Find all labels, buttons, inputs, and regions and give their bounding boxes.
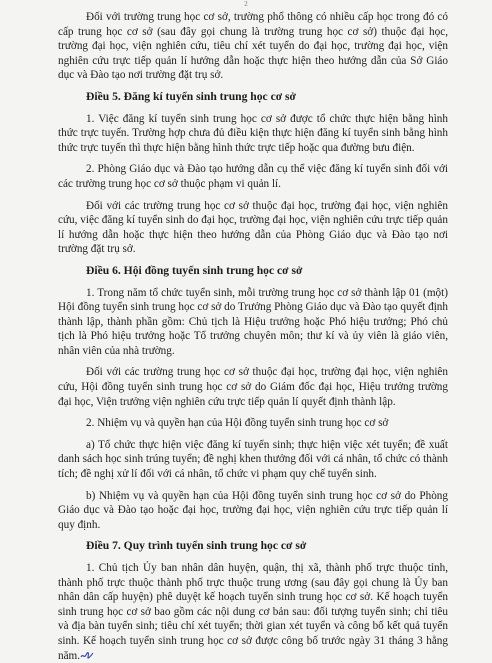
- paragraph: 2. Phòng Giáo dục và Đào tạo hướng dẫn cụ thể việc đăng kí tuyển sinh đối với các trường trung học cơ sở thuộc phạm vi quản lí.: [58, 163, 448, 190]
- paragraph: Đối với trường trung học cơ sở, trường phổ thông có nhiều cấp học trong đó có cấp trung học cơ sở (sau đây gọi chung là trường trung học cơ sở) thuộc đại học, trường đại học, viện nghiên cứu, tiêu chí xét tuyển do đại học, trường đại học, viện nghiên cứu trực tiếp quản lí hướng dẫn hoặc thực hiện theo hướng dẫn của Sở Giáo dục và Đào tạo nơi trường đặt trụ sở.: [58, 11, 448, 82]
- paragraph-last: [58, 561, 448, 663]
- initial-signature-icon: [80, 651, 94, 660]
- paragraph: Đối với các trường trung học cơ sở thuộc đại học, trường đại học, viện nghiên cứu, việc đăng kí tuyển sinh do đại học, trường đại học, viện nghiên cứu trực tiếp quản lí hướng dẫn hoặc thực hiện theo hướng dẫn của Phòng Giáo dục và Đào tạo nơi trường đặt trụ sở.: [58, 199, 448, 256]
- paragraph: 2. Nhiệm vụ và quyền hạn của Hội đồng tuyển sinh trung học cơ sở: [86, 417, 389, 430]
- article-heading: Điều 5. Đăng kí tuyển sinh trung học cơ sở: [86, 89, 296, 103]
- article-heading: Điều 7. Quy trình tuyển sinh trung học cơ sở: [86, 539, 307, 553]
- article-heading: Điều 6. Hội đồng tuyển sinh trung học cơ sở: [86, 263, 303, 277]
- paragraph-text: 1. Chủ tịch Ủy ban nhân dân huyện, quận, thị xã, thành phố trực thuộc tỉnh, thành phố trực thuộc thành phố trực thuộc trung ương (sau đây gọi chung là Ủy ban nhân dân cấp huyện) phê duyệt kế hoạch tuyển sinh trung học cơ sở. Kế hoạch tuyển sinh trung học cơ sở bao gồm các nội dung cơ bản sau: đối tượng tuyển sinh; chỉ tiêu và địa bàn tuyển sinh; tiêu chí xét tuyển; thời gian xét tuyển và công bố kết quả tuyển sinh. Kế hoạch tuyển sinh trung học cơ sở được công bố trước ngày 31 tháng 3 hằng năm.: [58, 562, 448, 662]
- paragraph: a) Tổ chức thực hiện việc đăng kí tuyển sinh; thực hiện việc xét tuyển; đề xuất danh sách học sinh trúng tuyển; đề nghị khen thưởng đối với cá nhân, tổ chức có thành tích; đề nghị xử lí đối với cá nhân, tổ chức vi phạm quy chế tuyển sinh.: [58, 438, 448, 481]
- paragraph: b) Nhiệm vụ và quyền hạn của Hội đồng tuyển sinh trung học cơ sở do Phòng Giáo dục và Đào tạo hoặc đại học, trường đại học, viện nghiên cứu trực tiếp quản lí quy định.: [58, 489, 448, 531]
- paragraph: 1. Trong năm tổ chức tuyển sinh, mỗi trường trung học cơ sở thành lập 01 (một) Hội đồng tuyển sinh trung học cơ sở do Trưởng Phòng Giáo dục và Đào tạo quyết định thành lập, thành phần gồm: Chủ tịch là Hiệu trưởng hoặc Phó hiệu trưởng; Phó chủ tịch là Phó hiệu trưởng hoặc Tổ trưởng chuyên môn; thư kí và ủy viên là giáo viên, nhân viên của nhà trường.: [58, 286, 448, 357]
- paragraph: 1. Việc đăng kí tuyển sinh trung học cơ sở được tổ chức thực hiện bằng hình thức trực tuyến. Trường hợp chưa đủ điều kiện thực hiện đăng kí tuyển sinh bằng hình thức trực tuyến thì thực hiện bằng hình thức trực tiếp hoặc qua đường bưu điện.: [58, 112, 448, 154]
- page-number: 2: [244, 0, 248, 8]
- paragraph: Đối với các trường trung học cơ sở thuộc đại học, trường đại học, viện nghiên cứu, Hội đồng tuyển sinh trung học cơ sở do Giám đốc đại học, Hiệu trưởng trường đại học, Viện trưởng viện nghiên cứu trực tiếp quản lí quyết định thành lập.: [58, 366, 448, 408]
